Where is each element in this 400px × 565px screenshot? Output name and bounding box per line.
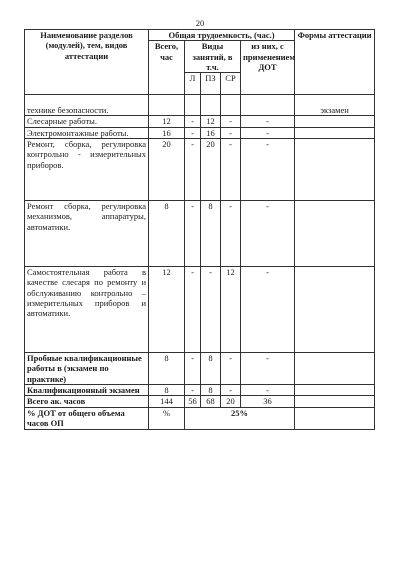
row-name: Слесарные работы. xyxy=(25,116,149,127)
page-number: 20 xyxy=(195,18,205,28)
row-sr: - xyxy=(221,385,241,396)
row-sr: - xyxy=(221,127,241,138)
table-row xyxy=(25,127,375,138)
table-row xyxy=(25,116,375,127)
row-dot: - xyxy=(241,116,295,127)
row-form xyxy=(295,116,375,127)
row-l: - xyxy=(185,385,201,396)
row-l xyxy=(185,105,201,116)
row-total: 20 xyxy=(149,139,185,201)
header-row-1 xyxy=(25,30,375,41)
row-form xyxy=(295,127,375,138)
row-l: - xyxy=(185,127,201,138)
dot-share-value: 25% xyxy=(185,407,295,429)
dot-share-total: % xyxy=(149,407,185,429)
row-name: Ремонт, сборка, регулировка контрольно - измерительных приборов. xyxy=(25,139,149,201)
header-name: Наименование разделов (модулей), тем, видов аттестации xyxy=(25,30,149,95)
row-sr: - xyxy=(221,353,241,385)
table-row xyxy=(25,105,375,116)
header-total-hours: Всего, час xyxy=(149,41,185,95)
row-pz: 8 xyxy=(201,385,221,396)
row-name: технике безопасности. xyxy=(25,105,149,116)
row-dot: - xyxy=(241,201,295,267)
row-dot: - xyxy=(241,127,295,138)
row-form xyxy=(295,201,375,267)
row-total: 12 xyxy=(149,116,185,127)
row-sr: - xyxy=(221,201,241,267)
header-lesson-types: Виды занятий, в т.ч. xyxy=(185,41,241,73)
totals-pz: 68 xyxy=(201,396,221,407)
row-dot: - xyxy=(241,385,295,396)
row-pz xyxy=(201,105,221,116)
table-row xyxy=(25,385,375,396)
row-pz: 16 xyxy=(201,127,221,138)
header-l: Л xyxy=(185,73,201,95)
dot-share-form xyxy=(295,407,375,429)
row-pz: - xyxy=(201,267,221,353)
row-sr: - xyxy=(221,139,241,201)
row-dot xyxy=(241,105,295,116)
row-total: 8 xyxy=(149,201,185,267)
row-form xyxy=(295,385,375,396)
row-dot: - xyxy=(241,139,295,201)
table-row xyxy=(25,353,375,385)
totals-label: Всего ак. часов xyxy=(25,396,149,407)
table-row xyxy=(25,139,375,201)
row-form xyxy=(295,353,375,385)
row-name: Электромонтажные работы. xyxy=(25,127,149,138)
row-sr xyxy=(221,105,241,116)
dot-share-label: % ДОТ от общего объема часов ОП xyxy=(25,407,149,429)
table-row xyxy=(25,201,375,267)
row-l: - xyxy=(185,139,201,201)
row-total xyxy=(149,105,185,116)
row-name: Самостоятельная работа в качестве слесаря по ремонту и обслуживанию контрольно – измерительных приборов и автоматики. xyxy=(25,267,149,353)
row-l: - xyxy=(185,267,201,353)
row-name: Ремонт сборка, регулировка механизмов, аппаратуры, автоматики. xyxy=(25,201,149,267)
spacer-row xyxy=(25,95,375,105)
dot-share-row xyxy=(25,407,375,429)
header-sr: СР xyxy=(221,73,241,95)
row-total: 8 xyxy=(149,353,185,385)
row-total: 8 xyxy=(149,385,185,396)
row-pz: 8 xyxy=(201,201,221,267)
row-total: 16 xyxy=(149,127,185,138)
totals-dot: 36 xyxy=(241,396,295,407)
totals-l: 56 xyxy=(185,396,201,407)
row-pz: 12 xyxy=(201,116,221,127)
header-pz: ПЗ xyxy=(201,73,221,95)
row-form xyxy=(295,139,375,201)
table-row xyxy=(25,267,375,353)
row-dot: - xyxy=(241,267,295,353)
row-name: Квалификационный экзамен xyxy=(25,385,149,396)
totals-row xyxy=(25,396,375,407)
curriculum-table xyxy=(24,29,375,430)
row-name: Пробные квалификационные работы в (экзамен по практике) xyxy=(25,353,149,385)
totals-sr: 20 xyxy=(221,396,241,407)
row-pz: 8 xyxy=(201,353,221,385)
row-l: - xyxy=(185,116,201,127)
row-sr: - xyxy=(221,116,241,127)
row-form: экзамен xyxy=(295,105,375,116)
header-total-labor: Общая трудоемкость, (час.) xyxy=(149,30,295,41)
row-l: - xyxy=(185,201,201,267)
totals-form xyxy=(295,396,375,407)
row-form xyxy=(295,267,375,353)
row-pz: 20 xyxy=(201,139,221,201)
row-total: 12 xyxy=(149,267,185,353)
header-forms: Формы аттестации xyxy=(295,30,375,95)
row-dot: - xyxy=(241,353,295,385)
row-sr: 12 xyxy=(221,267,241,353)
row-l: - xyxy=(185,353,201,385)
header-dot: из них, с применением ДОТ xyxy=(241,41,295,95)
totals-total: 144 xyxy=(149,396,185,407)
